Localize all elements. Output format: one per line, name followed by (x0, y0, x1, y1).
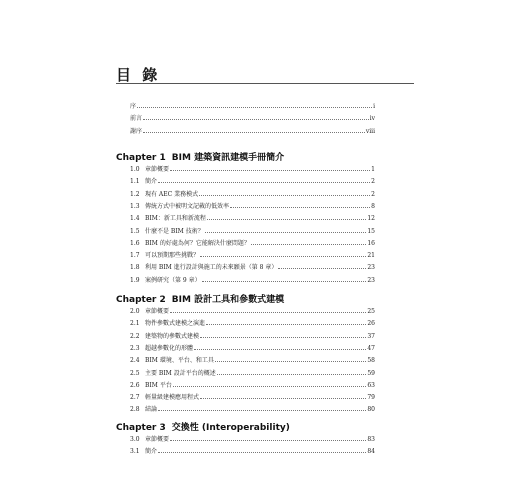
dot-leader (137, 106, 372, 108)
entry-title: 主要 BIM 設計平台的概述 (145, 369, 216, 377)
entry-title: 什麼不是 BIM 技術？ (145, 227, 204, 235)
toc-entry[interactable] (130, 213, 375, 222)
chapter-title: BIM 建築資訊建模手冊簡介 (171, 153, 285, 163)
dot-leader (170, 311, 366, 313)
entry-page-number: 84 (367, 448, 375, 456)
page-title: 目 錄 (116, 66, 161, 84)
toc-entry[interactable] (130, 318, 375, 327)
dot-leader (207, 218, 366, 220)
toc-entry[interactable] (130, 126, 375, 135)
dot-leader (251, 243, 367, 245)
chapter-label: Chapter 2 (116, 295, 166, 305)
toc-entry[interactable] (130, 306, 375, 315)
entry-page-number: 2 (371, 190, 375, 198)
dot-leader (200, 336, 366, 338)
entry-number: 2.2 (130, 332, 140, 340)
chapter-heading[interactable] (116, 292, 284, 305)
dot-leader (278, 267, 366, 269)
entry-number: 1.5 (130, 227, 140, 235)
entry-page-number: i (373, 103, 375, 110)
chapter-heading[interactable] (116, 150, 284, 163)
toc-entry[interactable] (130, 404, 375, 413)
toc-entry[interactable] (130, 250, 375, 259)
entry-page-number: 2 (371, 178, 375, 186)
toc-entry[interactable] (130, 201, 375, 210)
entry-title: 簡介 (145, 448, 158, 456)
entry-title: 序 (130, 103, 137, 110)
entry-number: 1.8 (130, 264, 140, 272)
entry-title: 超越參數化的形體 (145, 344, 194, 352)
chapter-label: Chapter 3 (116, 423, 166, 433)
toc-entry[interactable] (130, 331, 375, 340)
entry-page-number: 25 (367, 308, 375, 315)
entry-title: 結論 (145, 406, 158, 414)
chapter-title: BIM 設計工具和參數式建模 (171, 295, 285, 305)
dot-leader (158, 409, 366, 411)
entry-title: 簡介 (145, 178, 158, 186)
entry-title: 輕量級建模應用程式 (145, 394, 200, 402)
entry-page-number: 80 (367, 406, 375, 414)
toc-entry[interactable] (130, 189, 375, 198)
entry-title: 章節概要 (145, 308, 170, 315)
dot-leader (173, 385, 367, 387)
entry-title: 章節概要 (145, 436, 170, 443)
entry-page-number: 16 (367, 239, 375, 247)
entry-title: 物件參數式建模之演進 (145, 320, 206, 328)
dot-leader (230, 206, 370, 208)
entry-page-number: 23 (367, 276, 375, 284)
entry-page-number: 8 (371, 202, 375, 210)
toc-entry[interactable] (130, 164, 375, 173)
dot-leader (143, 118, 369, 120)
entry-page-number: 58 (367, 357, 375, 365)
entry-title: BIM 的好處為何？它能解決什麼問題？ (145, 239, 250, 247)
chapter-label: Chapter 1 (116, 153, 166, 163)
toc-entry[interactable] (130, 368, 375, 377)
entry-title: 利用 BIM 進行設計與施工的未來願景（第 8 章） (145, 264, 278, 272)
toc-entry[interactable] (130, 176, 375, 185)
entry-page-number: 63 (367, 381, 375, 389)
entry-number: 2.3 (130, 344, 140, 352)
entry-number: 1.1 (130, 178, 140, 186)
entry-page-number: 1 (371, 166, 375, 173)
dot-leader (170, 169, 370, 171)
chapter-heading[interactable] (116, 420, 290, 433)
entry-page-number: 15 (367, 227, 375, 235)
entry-number: 2.4 (130, 357, 140, 365)
entry-page-number: 26 (367, 320, 375, 328)
entry-number: 3.0 (130, 436, 140, 443)
toc-entry[interactable] (130, 226, 375, 235)
toc-entry[interactable] (130, 275, 375, 284)
entry-title: 章節概要 (145, 166, 170, 173)
entry-number: 1.2 (130, 190, 140, 198)
entry-number: 2.6 (130, 381, 140, 389)
entry-page-number: 59 (367, 369, 375, 377)
entry-page-number: 12 (367, 215, 375, 223)
entry-page-number: viii (365, 127, 375, 135)
entry-number: 2.8 (130, 406, 140, 414)
toc-entry[interactable] (130, 113, 375, 122)
entry-title: 謝序 (130, 127, 143, 135)
entry-page-number: iv (369, 115, 375, 123)
entry-page-number: 23 (367, 264, 375, 272)
dot-leader (217, 373, 367, 375)
dot-leader (194, 348, 366, 350)
entry-number: 1.3 (130, 202, 140, 210)
dot-leader (205, 231, 367, 233)
entry-number: 3.1 (130, 448, 140, 456)
toc-entry[interactable] (130, 380, 375, 389)
entry-number: 2.7 (130, 394, 140, 402)
entry-page-number: 47 (367, 344, 375, 352)
entry-number: 1.9 (130, 276, 140, 284)
entry-title: 建築物的參數式建模 (145, 332, 200, 340)
dot-leader (158, 181, 370, 183)
toc-entry[interactable] (130, 262, 375, 271)
entry-title: BIM 平台 (145, 381, 172, 389)
toc-entry[interactable] (130, 434, 375, 443)
dot-leader (202, 280, 367, 282)
entry-page-number: 79 (367, 394, 375, 402)
toc-entry[interactable] (130, 392, 375, 401)
entry-page-number: 37 (367, 332, 375, 340)
entry-title: 可以預期那些挑戰？ (145, 252, 200, 260)
entry-title: 現有 AEC 業務模式 (145, 190, 199, 198)
entry-number: 2.0 (130, 308, 140, 315)
dot-leader (200, 255, 366, 257)
dot-leader (199, 194, 370, 196)
entry-page-number: 83 (367, 436, 375, 443)
dot-leader (170, 439, 366, 441)
entry-number: 1.6 (130, 239, 140, 247)
entry-number: 1.7 (130, 252, 140, 260)
dot-leader (206, 323, 366, 325)
toc-entry[interactable] (130, 355, 375, 364)
chapter-title: 交換性 (Interoperability) (171, 423, 290, 433)
entry-number: 2.1 (130, 320, 140, 328)
entry-title: 傳統方式中被明文記載的低效率 (145, 202, 230, 210)
dot-leader (143, 131, 365, 133)
dot-leader (158, 451, 366, 453)
toc-entry[interactable] (130, 101, 375, 110)
entry-title: BIM：新工具和新流程 (145, 215, 206, 223)
entry-title: 前言 (130, 115, 143, 123)
entry-title: BIM 環境、平台、和工具 (145, 357, 214, 365)
toc-entry[interactable] (130, 238, 375, 247)
toc-entry[interactable] (130, 343, 375, 352)
title-rule (116, 83, 414, 84)
dot-leader (215, 360, 367, 362)
entry-number: 1.4 (130, 215, 140, 223)
entry-page-number: 21 (367, 252, 375, 260)
entry-title: 案例研究（第 9 章） (145, 276, 201, 284)
entry-number: 2.5 (130, 369, 140, 377)
entry-number: 1.0 (130, 166, 140, 173)
dot-leader (200, 397, 366, 399)
toc-entry[interactable] (130, 446, 375, 455)
